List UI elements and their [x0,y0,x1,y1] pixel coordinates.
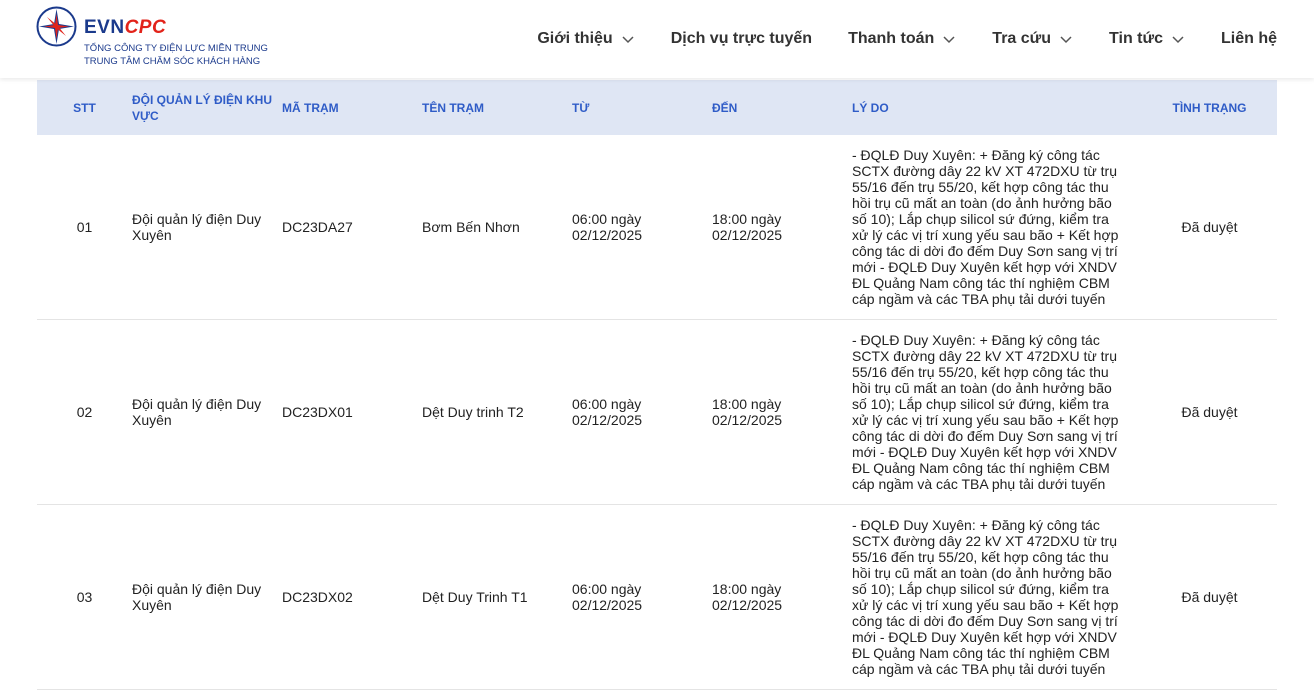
cell-ten-tram: Dệt Duy trinh T2 [422,404,524,420]
cell-ly-do: - ĐQLĐ Duy Xuyên: + Đăng ký công tác SCTX đường dây 22 kV XT 472DXU từ trụ 55/16 đến trụ 55/20, kết hợp công tác thu hồi trụ cũ mất an toàn (do ảnh hưởng bão số 10); Lắp chụp silicol sứ đứng, kiểm tra xử lý các vị trí xung yếu sau bão + Kết hợp công tác di dời đo đếm Duy Sơn sang vị trí mới - ĐQLĐ Duy Xuyên kết hợp với XNDV ĐL Quảng Nam công tác thí nghiệm CBM cáp ngầm và các TBA phụ tải dưới tuyến [852,147,1119,307]
col-den: ĐẾN [712,100,738,115]
cell-tinh-trang: Đã duyệt [1181,219,1238,235]
table-row [37,135,1277,320]
cell-den: 18:00 ngày 02/12/2025 [712,581,783,613]
cell-tinh-trang: Đã duyệt [1181,589,1238,605]
col-stt: STT [73,100,96,115]
cell-ten-tram: Dệt Duy Trinh T1 [422,589,528,605]
site-header [0,0,1314,78]
col-tu: TỪ [572,100,590,115]
logo-company-name: TỔNG CÔNG TY ĐIỆN LỰC MIỀN TRUNG [84,43,268,54]
chevron-down-icon [1059,32,1073,46]
logo-wordmark: EVNCPC [84,17,167,38]
cell-ma-tram: DC23DX01 [282,404,353,420]
cell-tu: 06:00 ngày 02/12/2025 [572,396,643,428]
table-header [37,80,1277,135]
cell-doi: Đội quản lý điện Duy Xuyên [132,396,262,428]
nav-tin-tuc[interactable] [1109,30,1185,48]
nav-thanh-toan[interactable] [848,30,956,48]
cell-ly-do: - ĐQLĐ Duy Xuyên: + Đăng ký công tác SCTX đường dây 22 kV XT 472DXU từ trụ 55/16 đến trụ 55/20, kết hợp công tác thu hồi trụ cũ mất an toàn (do ảnh hưởng bão số 10); Lắp chụp silicol sứ đứng, kiểm tra xử lý các vị trí xung yếu sau bão + Kết hợp công tác di dời đo đếm Duy Sơn sang vị trí mới - ĐQLĐ Duy Xuyên kết hợp với XNDV ĐL Quảng Nam công tác thí nghiệm CBM cáp ngầm và các TBA phụ tải dưới tuyến [852,332,1119,492]
cell-ma-tram: DC23DA27 [282,219,353,235]
col-ma-tram: MÃ TRẠM [282,100,339,115]
chevron-down-icon [621,32,635,46]
cell-stt: 01 [76,219,93,235]
table-row [37,505,1277,690]
table-row [37,320,1277,505]
outage-schedule-table [37,80,1277,690]
cell-stt: 03 [76,589,93,605]
cell-doi: Đội quản lý điện Duy Xuyên [132,581,262,613]
cell-stt: 02 [76,404,93,420]
evn-star-icon [36,6,77,47]
nav-tra-cuu[interactable] [992,30,1073,48]
cell-den: 18:00 ngày 02/12/2025 [712,396,783,428]
nav-label: Tra cứu [992,30,1052,47]
cell-tu: 06:00 ngày 02/12/2025 [572,211,643,243]
cell-ma-tram: DC23DX02 [282,589,353,605]
nav-dich-vu-truc-tuyen[interactable] [671,30,812,48]
col-ten-tram: TÊN TRẠM [422,100,484,115]
col-doi-quan-ly: ĐỘI QUẢN LÝ ĐIỆN KHU VỰC [132,92,273,123]
cell-den: 18:00 ngày 02/12/2025 [712,211,783,243]
cell-doi: Đội quản lý điện Duy Xuyên [132,211,262,243]
col-ly-do: LÝ DO [852,100,889,115]
evncpc-logo[interactable] [36,6,266,72]
nav-label: Dịch vụ trực tuyến [670,30,813,47]
chevron-down-icon [1171,32,1185,46]
cell-tu: 06:00 ngày 02/12/2025 [572,581,643,613]
cell-ten-tram: Bơm Bến Nhơn [422,219,520,235]
nav-label: Tin tức [1109,30,1163,47]
col-tinh-trang: TÌNH TRẠNG [1172,100,1247,115]
nav-label: Liên hệ [1220,30,1277,47]
logo-center-name: TRUNG TÂM CHĂM SÓC KHÁCH HÀNG [84,56,261,67]
nav-lien-he[interactable] [1221,30,1277,48]
nav-gioi-thieu[interactable] [537,30,634,48]
nav-label: Giới thiệu [537,30,613,47]
chevron-down-icon [942,32,956,46]
cell-ly-do: - ĐQLĐ Duy Xuyên: + Đăng ký công tác SCTX đường dây 22 kV XT 472DXU từ trụ 55/16 đến trụ 55/20, kết hợp công tác thu hồi trụ cũ mất an toàn (do ảnh hưởng bão số 10); Lắp chụp silicol sứ đứng, kiểm tra xử lý các vị trí xung yếu sau bão + Kết hợp công tác di dời đo đếm Duy Sơn sang vị trí mới - ĐQLĐ Duy Xuyên kết hợp với XNDV ĐL Quảng Nam công tác thí nghiệm CBM cáp ngầm và các TBA phụ tải dưới tuyến [852,517,1119,677]
cell-tinh-trang: Đã duyệt [1181,404,1238,420]
nav-label: Thanh toán [848,30,935,47]
main-nav [501,0,1277,78]
